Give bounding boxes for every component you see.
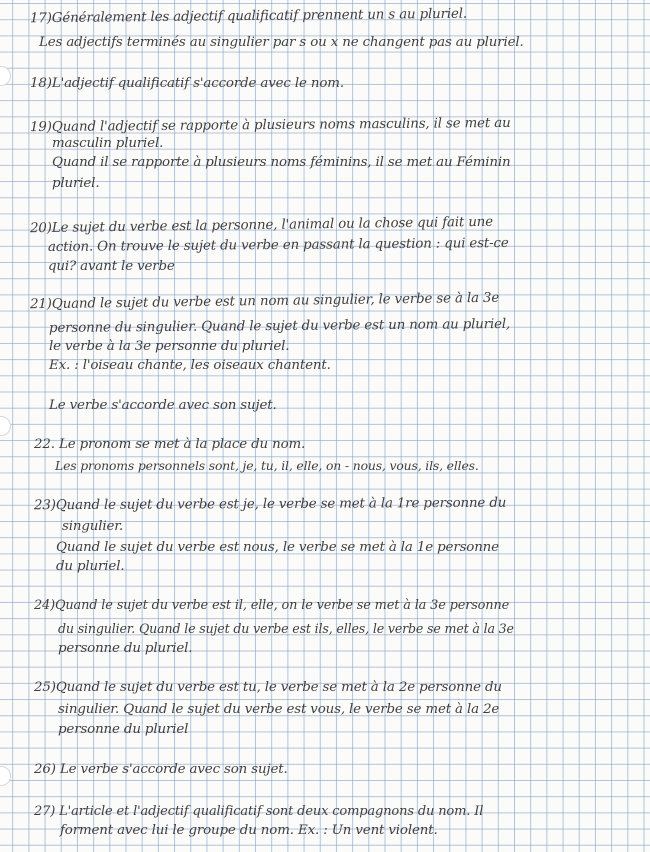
note-23-line-2: singulier.: [62, 519, 124, 534]
note-24-line-1: 24)Quand le sujet du verbe est il, elle, on le verbe se met à la 3e personne: [34, 598, 510, 613]
binder-hole: [0, 766, 11, 786]
note-24-line-2: du singulier. Quand le sujet du verbe est ils, elles, le verbe se met à la 3e: [58, 621, 514, 636]
binder-hole: [0, 416, 11, 436]
note-17-line-1: 17)Généralement les adjectif qualificatif prennent un s au pluriel.: [29, 6, 468, 27]
note-19-line-4: pluriel.: [52, 176, 100, 191]
note-21-line-4: Ex. : l'oiseau chante, les oiseaux chantent.: [49, 358, 331, 373]
note-25-line-3: personne du pluriel: [58, 722, 189, 737]
note-25-line-2: singulier. Quand le sujet du verbe est vous, le verbe se met à la 2e: [58, 702, 500, 717]
note-20-line-1: 20)Le sujet du verbe est la personne, l'animal ou la chose qui fait une: [29, 214, 494, 237]
binder-hole: [0, 66, 11, 86]
note-25-line-1: 25)Quand le sujet du verbe est tu, le verbe se met à la 2e personne du: [34, 680, 502, 695]
note-21-line-6: Le verbe s'accorde avec son sujet.: [49, 398, 277, 413]
note-27-line-2: forment avec lui le groupe du nom. Ex. : Un vent violent.: [60, 823, 438, 838]
note-18-line-1: 18)L'adjectif qualificatif s'accorde avec le nom.: [30, 76, 344, 91]
note-21-line-3: le verbe à la 3e personne du pluriel.: [49, 339, 290, 354]
note-23-line-3: Quand le sujet du verbe est nous, le verbe se met à la 1e personne: [56, 540, 499, 555]
note-23-line-1: 23)Quand le sujet du verbe est je, le verbe se met à la 1re personne du: [33, 495, 507, 514]
note-19-line-1: 19)Quand l'adjectif se rapporte à plusieurs noms masculins, il se met au: [29, 115, 511, 136]
note-22-line-1: 22. Le pronom se met à la place du nom.: [34, 437, 306, 452]
note-24-line-3: personne du pluriel.: [58, 641, 193, 656]
note-17-line-2: Les adjectifs terminés au singulier par s ou x ne changent pas au pluriel.: [39, 35, 524, 50]
note-21-line-2: personne du singulier. Quand le sujet du verbe est un nom au pluriel,: [48, 316, 511, 337]
note-27-line-1: 27) L'article et l'adjectif qualificatif sont deux compagnons du nom. Il: [34, 804, 484, 819]
note-20-line-2: action. On trouve le sujet du verbe en passant la question : qui est-ce: [47, 235, 509, 256]
note-20-line-3: qui? avant le verbe: [48, 259, 175, 274]
note-22-line-2: Les pronoms personnels sont, je, tu, il, elle, on - nous, vous, ils, elles.: [55, 458, 479, 473]
note-19-line-3: Quand il se rapporte à plusieurs noms féminins, il se met au Féminin: [52, 155, 511, 170]
note-19-line-2: masculin pluriel.: [52, 136, 164, 151]
note-21-line-1: 21)Quand le sujet du verbe est un nom au singulier, le verbe se à la 3e: [29, 290, 500, 313]
note-26-line-1: 26) Le verbe s'accorde avec son sujet.: [34, 762, 288, 777]
note-23-line-4: du pluriel.: [56, 559, 125, 574]
